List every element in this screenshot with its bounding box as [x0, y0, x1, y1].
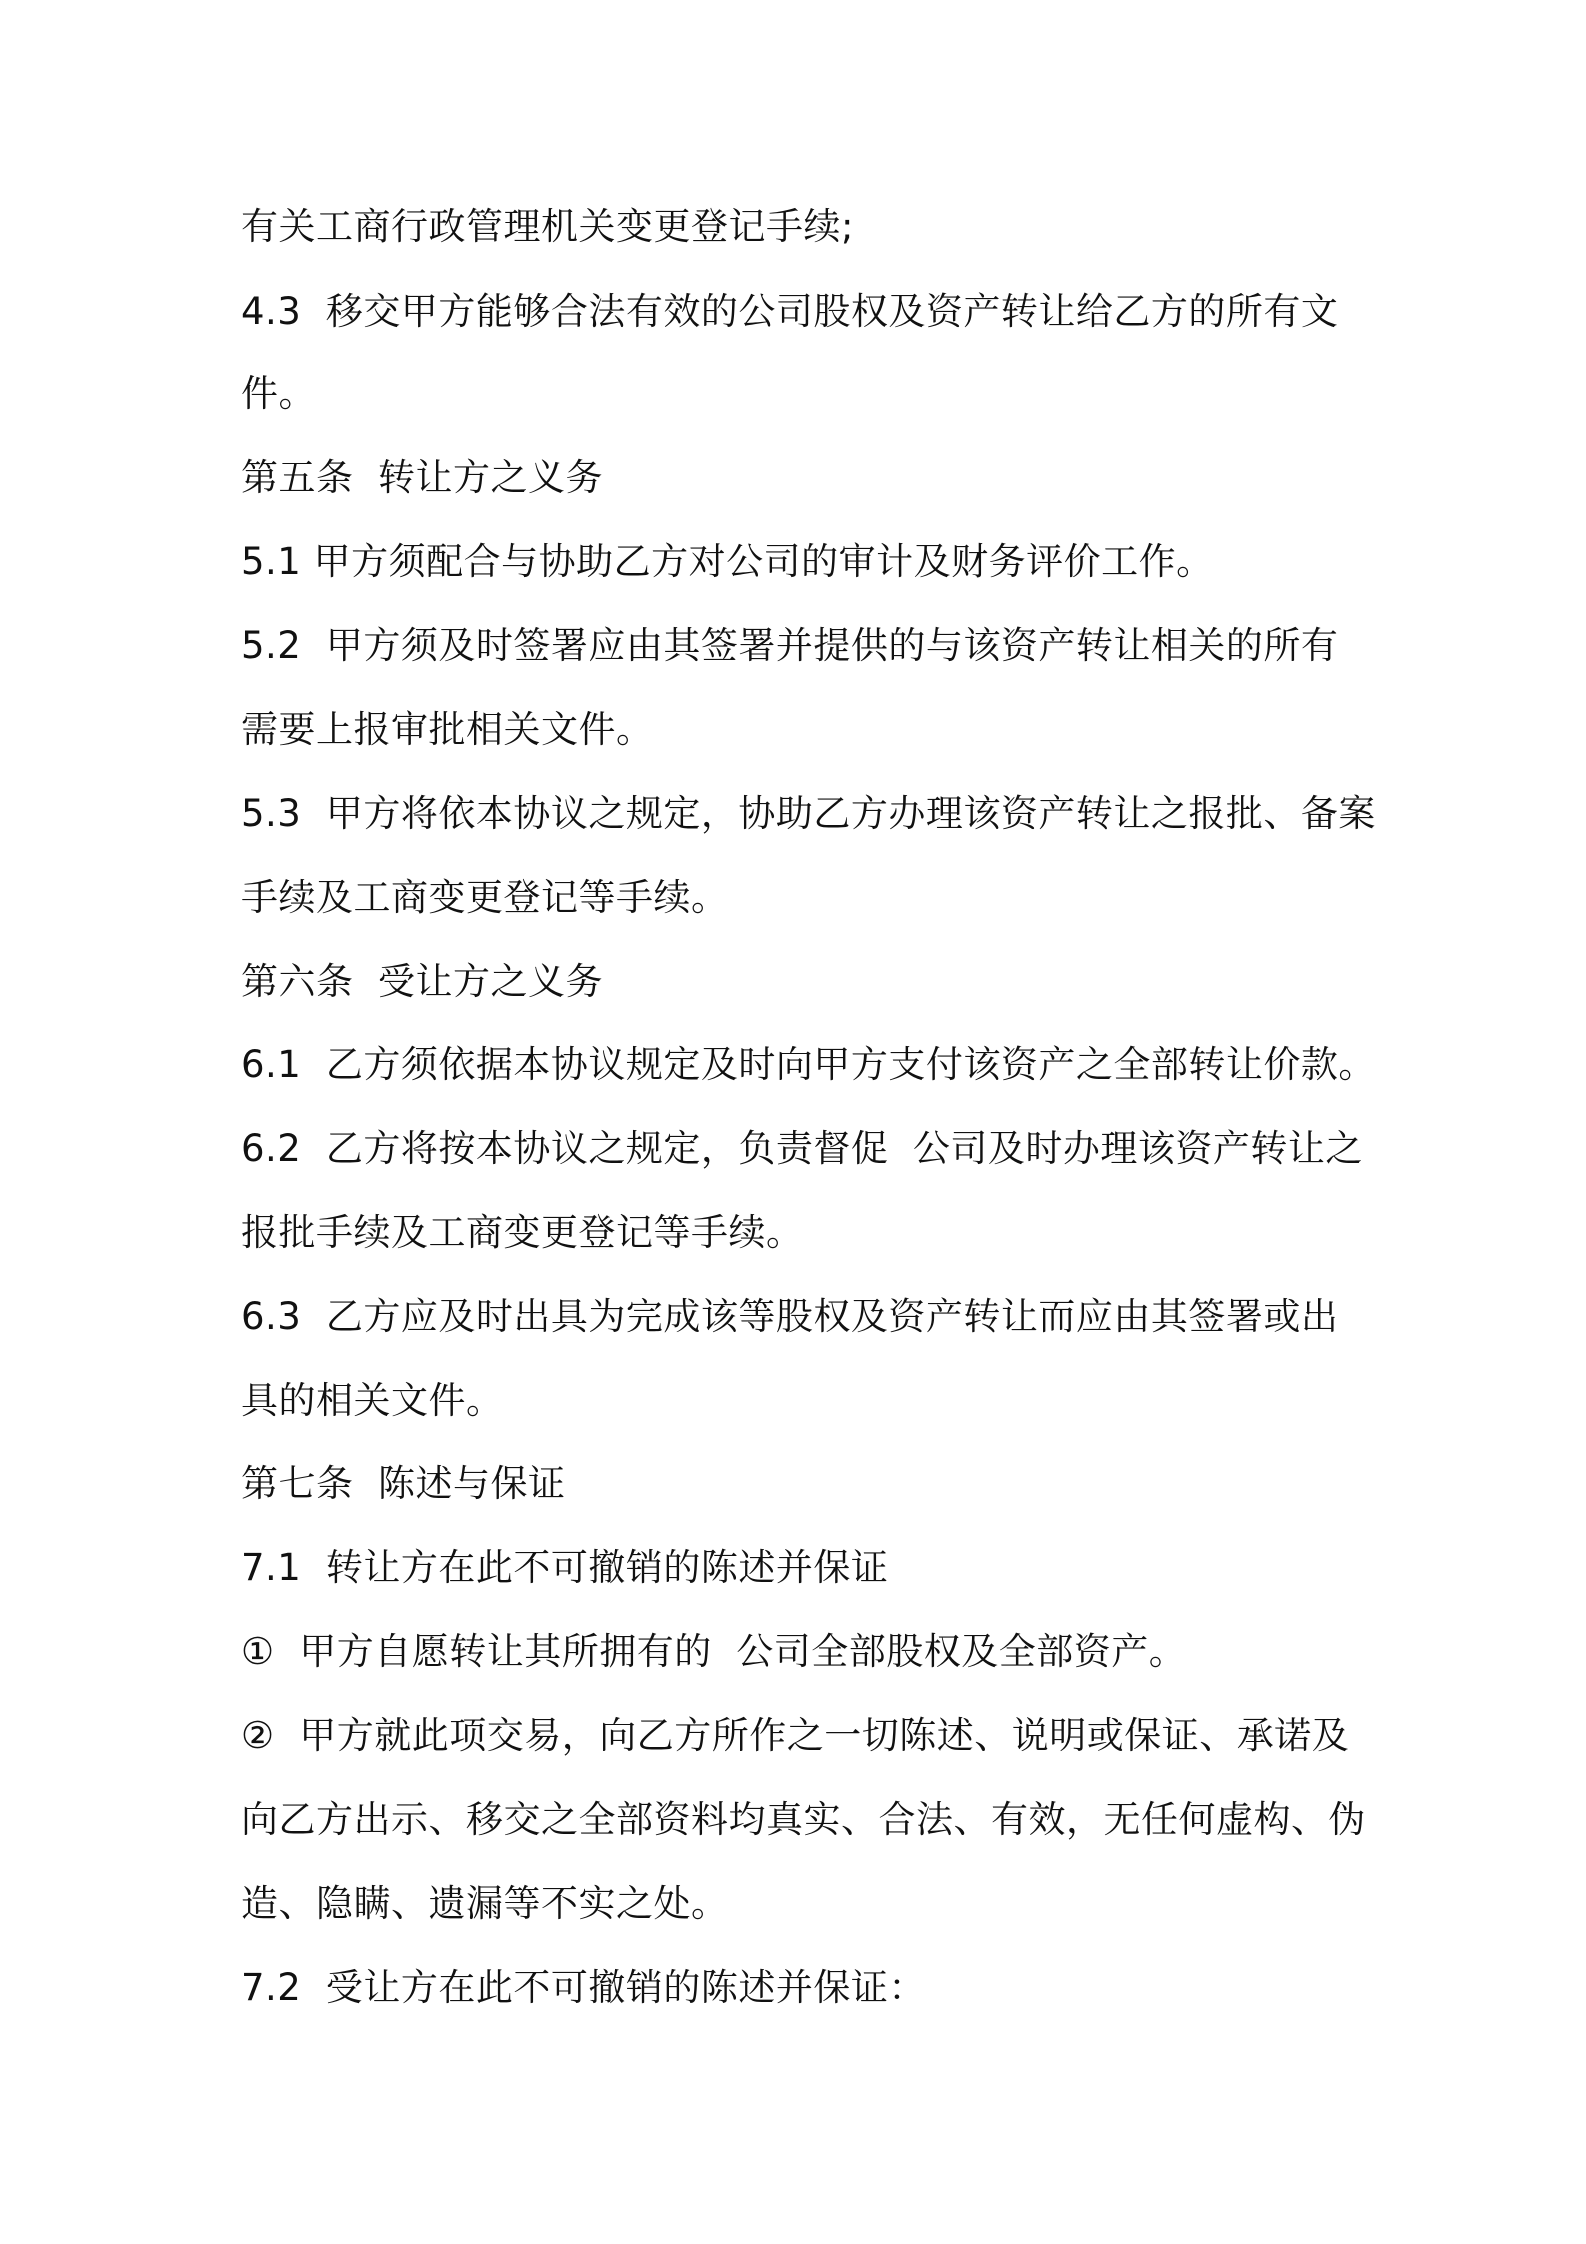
text-line: 6.1 乙方须依据本协议规定及时向甲方支付该资产之全部转让价款。 [241, 1043, 1376, 1086]
text-line: 5.1 甲方须配合与协助乙方对公司的审计及财务评价工作。 [241, 540, 1214, 583]
text-line: 件。 [241, 372, 316, 415]
section-heading: 第五条 转让方之义务 [241, 456, 604, 499]
text-line: 手续及工商变更登记等手续。 [241, 876, 729, 919]
section-heading: 第七条 陈述与保证 [241, 1462, 566, 1505]
text-line: 6.3 乙方应及时出具为完成该等股权及资产转让而应由其签署或出 [241, 1295, 1339, 1338]
text-line: 6.2 乙方将按本协议之规定，负责督促 公司及时办理该资产转让之 [241, 1127, 1363, 1170]
text-line: 5.3 甲方将依本协议之规定，协助乙方办理该资产转让之报批、备案 [241, 792, 1376, 835]
section-heading: 第六条 受让方之义务 [241, 960, 604, 1003]
text-line: 7.1 转让方在此不可撤销的陈述并保证 [241, 1546, 889, 1589]
text-line: 报批手续及工商变更登记等手续。 [241, 1211, 804, 1254]
text-line: 5.2 甲方须及时签署应由其签署并提供的与该资产转让相关的所有 [241, 624, 1339, 667]
text-line: 4.3 移交甲方能够合法有效的公司股权及资产转让给乙方的所有文 [241, 290, 1339, 333]
text-line: 造、隐瞒、遗漏等不实之处。 [241, 1882, 729, 1925]
text-line: 7.2 受让方在此不可撤销的陈述并保证： [241, 1966, 926, 2009]
list-item: ② 甲方就此项交易，向乙方所作之一切陈述、说明或保证、承诺及 [241, 1714, 1350, 1757]
list-item: ① 甲方自愿转让其所拥有的 公司全部股权及全部资产。 [241, 1630, 1187, 1673]
text-line: 具的相关文件。 [241, 1379, 504, 1422]
text-line: 向乙方出示、移交之全部资料均真实、合法、有效，无任何虚构、伪 [241, 1798, 1366, 1841]
text-line: 有关工商行政管理机关变更登记手续; [241, 205, 854, 248]
text-line: 需要上报审批相关文件。 [241, 708, 654, 751]
